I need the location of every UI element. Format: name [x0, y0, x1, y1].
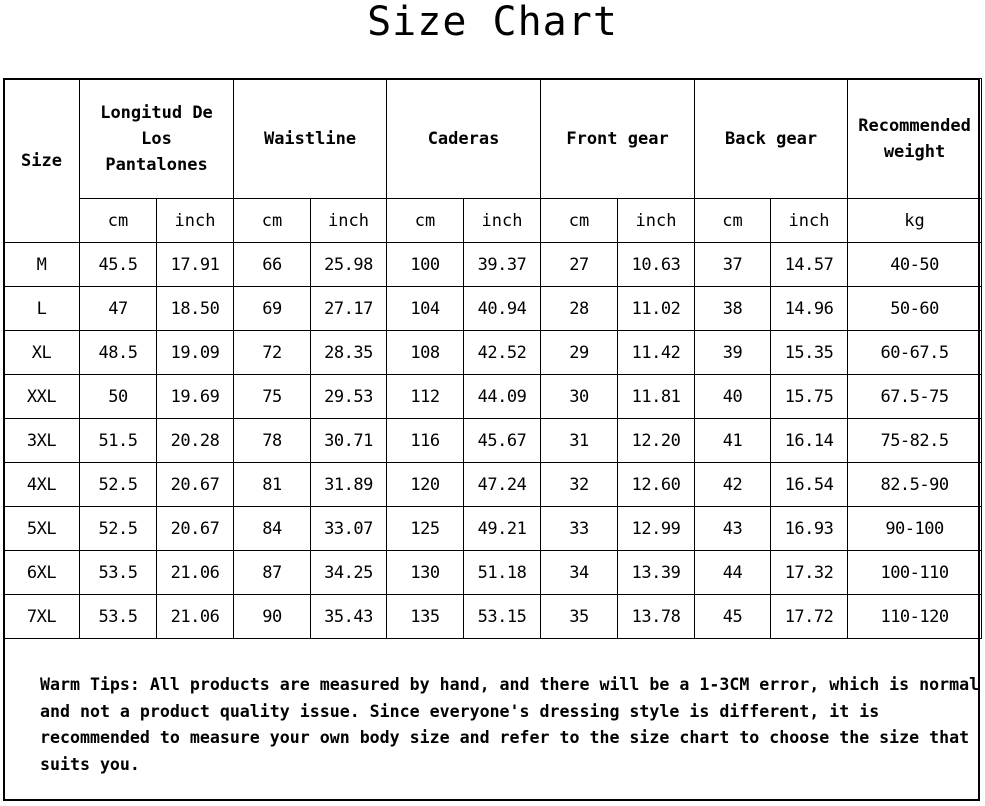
hips-inch-cell: 47.24: [464, 463, 541, 507]
unit-inch: inch: [311, 199, 387, 243]
back-inch-cell: 14.96: [771, 287, 848, 331]
hips-cm-cell: 104: [387, 287, 464, 331]
waist-cm-cell: 90: [234, 595, 311, 639]
unit-cm: cm: [80, 199, 157, 243]
back-inch-cell: 16.93: [771, 507, 848, 551]
length-cm-cell: 50: [80, 375, 157, 419]
back-cm-cell: 38: [695, 287, 771, 331]
waist-inch-cell: 27.17: [311, 287, 387, 331]
weight-cell: 90-100: [848, 507, 982, 551]
waist-inch-cell: 31.89: [311, 463, 387, 507]
length-inch-cell: 21.06: [157, 595, 234, 639]
length-inch-cell: 21.06: [157, 551, 234, 595]
header-waist: Waistline: [234, 79, 387, 199]
weight-cell: 67.5-75: [848, 375, 982, 419]
waist-inch-cell: 25.98: [311, 243, 387, 287]
waist-cm-cell: 66: [234, 243, 311, 287]
back-inch-cell: 17.32: [771, 551, 848, 595]
hips-inch-cell: 45.67: [464, 419, 541, 463]
header-hips: Caderas: [387, 79, 541, 199]
hips-cm-cell: 120: [387, 463, 464, 507]
waist-cm-cell: 69: [234, 287, 311, 331]
unit-cm: cm: [387, 199, 464, 243]
front-cm-cell: 29: [541, 331, 618, 375]
back-inch-cell: 16.14: [771, 419, 848, 463]
back-cm-cell: 42: [695, 463, 771, 507]
hips-inch-cell: 44.09: [464, 375, 541, 419]
waist-inch-cell: 34.25: [311, 551, 387, 595]
waist-cm-cell: 72: [234, 331, 311, 375]
waist-inch-cell: 28.35: [311, 331, 387, 375]
hips-cm-cell: 112: [387, 375, 464, 419]
length-inch-cell: 19.69: [157, 375, 234, 419]
back-inch-cell: 14.57: [771, 243, 848, 287]
hips-cm-cell: 130: [387, 551, 464, 595]
table-row: [4, 463, 982, 507]
hips-inch-cell: 53.15: [464, 595, 541, 639]
back-cm-cell: 43: [695, 507, 771, 551]
back-cm-cell: 40: [695, 375, 771, 419]
weight-cell: 82.5-90: [848, 463, 982, 507]
front-cm-cell: 28: [541, 287, 618, 331]
length-cm-cell: 45.5: [80, 243, 157, 287]
waist-inch-cell: 33.07: [311, 507, 387, 551]
back-cm-cell: 41: [695, 419, 771, 463]
header-back-gear: Back gear: [695, 79, 848, 199]
length-cm-cell: 53.5: [80, 595, 157, 639]
hips-inch-cell: 42.52: [464, 331, 541, 375]
header-length: Longitud De Los Pantalones: [80, 79, 234, 199]
unit-kg: kg: [848, 199, 982, 243]
back-inch-cell: 16.54: [771, 463, 848, 507]
front-inch-cell: 12.99: [618, 507, 695, 551]
waist-cm-cell: 84: [234, 507, 311, 551]
length-cm-cell: 52.5: [80, 507, 157, 551]
size-cell: 7XL: [4, 595, 80, 639]
weight-cell: 60-67.5: [848, 331, 982, 375]
front-cm-cell: 32: [541, 463, 618, 507]
hips-cm-cell: 135: [387, 595, 464, 639]
length-cm-cell: 48.5: [80, 331, 157, 375]
weight-cell: 40-50: [848, 243, 982, 287]
hips-inch-cell: 39.37: [464, 243, 541, 287]
waist-inch-cell: 35.43: [311, 595, 387, 639]
front-inch-cell: 11.42: [618, 331, 695, 375]
table-row: [4, 243, 982, 287]
size-cell: L: [4, 287, 80, 331]
warm-tips: Warm Tips: All products are measured by hand, and there will be a 1-3CM error, which is normal and not a product quality issue. Since everyone's dressing style is different, it is recommended to measure your own body size and refer to the size chart to choose the size that suits you.: [40, 675, 980, 774]
unit-inch: inch: [618, 199, 695, 243]
unit-cm: cm: [234, 199, 311, 243]
weight-cell: 100-110: [848, 551, 982, 595]
length-cm-cell: 51.5: [80, 419, 157, 463]
size-cell: XXL: [4, 375, 80, 419]
back-inch-cell: 17.72: [771, 595, 848, 639]
front-cm-cell: 27: [541, 243, 618, 287]
back-inch-cell: 15.75: [771, 375, 848, 419]
back-inch-cell: 15.35: [771, 331, 848, 375]
back-cm-cell: 39: [695, 331, 771, 375]
front-inch-cell: 10.63: [618, 243, 695, 287]
length-inch-cell: 18.50: [157, 287, 234, 331]
waist-cm-cell: 81: [234, 463, 311, 507]
front-inch-cell: 12.20: [618, 419, 695, 463]
size-cell: 4XL: [4, 463, 80, 507]
header-row: [4, 79, 982, 199]
table-row: [4, 551, 982, 595]
size-cell: 3XL: [4, 419, 80, 463]
weight-cell: 50-60: [848, 287, 982, 331]
length-inch-cell: 20.28: [157, 419, 234, 463]
size-cell: M: [4, 243, 80, 287]
table-row: [4, 419, 982, 463]
hips-cm-cell: 108: [387, 331, 464, 375]
hips-cm-cell: 116: [387, 419, 464, 463]
header-size: Size: [4, 79, 80, 243]
weight-cell: 75-82.5: [848, 419, 982, 463]
header-front-gear: Front gear: [541, 79, 695, 199]
front-cm-cell: 31: [541, 419, 618, 463]
unit-cm: cm: [695, 199, 771, 243]
hips-inch-cell: 49.21: [464, 507, 541, 551]
front-inch-cell: 13.39: [618, 551, 695, 595]
hips-cm-cell: 125: [387, 507, 464, 551]
length-cm-cell: 52.5: [80, 463, 157, 507]
front-inch-cell: 11.02: [618, 287, 695, 331]
length-inch-cell: 20.67: [157, 463, 234, 507]
back-cm-cell: 44: [695, 551, 771, 595]
header-weight: Recommended weight: [848, 79, 982, 199]
length-cm-cell: 47: [80, 287, 157, 331]
unit-row: [4, 199, 982, 243]
hips-cm-cell: 100: [387, 243, 464, 287]
size-cell: XL: [4, 331, 80, 375]
size-cell: 6XL: [4, 551, 80, 595]
front-inch-cell: 12.60: [618, 463, 695, 507]
table-row: [4, 287, 982, 331]
back-cm-cell: 45: [695, 595, 771, 639]
waist-cm-cell: 87: [234, 551, 311, 595]
length-inch-cell: 20.67: [157, 507, 234, 551]
length-inch-cell: 19.09: [157, 331, 234, 375]
waist-inch-cell: 29.53: [311, 375, 387, 419]
waist-cm-cell: 78: [234, 419, 311, 463]
front-inch-cell: 11.81: [618, 375, 695, 419]
hips-inch-cell: 51.18: [464, 551, 541, 595]
hips-inch-cell: 40.94: [464, 287, 541, 331]
front-cm-cell: 33: [541, 507, 618, 551]
front-cm-cell: 34: [541, 551, 618, 595]
table-row: [4, 507, 982, 551]
table-row: [4, 331, 982, 375]
unit-inch: inch: [771, 199, 848, 243]
table-row: [4, 375, 982, 419]
size-table: [3, 78, 982, 639]
unit-inch: inch: [157, 199, 234, 243]
waist-cm-cell: 75: [234, 375, 311, 419]
weight-cell: 110-120: [848, 595, 982, 639]
size-cell: 5XL: [4, 507, 80, 551]
back-cm-cell: 37: [695, 243, 771, 287]
length-cm-cell: 53.5: [80, 551, 157, 595]
size-rows: [4, 243, 982, 639]
front-cm-cell: 35: [541, 595, 618, 639]
length-inch-cell: 17.91: [157, 243, 234, 287]
unit-cm: cm: [541, 199, 618, 243]
table-row: [4, 595, 982, 639]
front-cm-cell: 30: [541, 375, 618, 419]
unit-inch: inch: [464, 199, 541, 243]
page-title: Size Chart: [367, 0, 618, 45]
front-inch-cell: 13.78: [618, 595, 695, 639]
waist-inch-cell: 30.71: [311, 419, 387, 463]
